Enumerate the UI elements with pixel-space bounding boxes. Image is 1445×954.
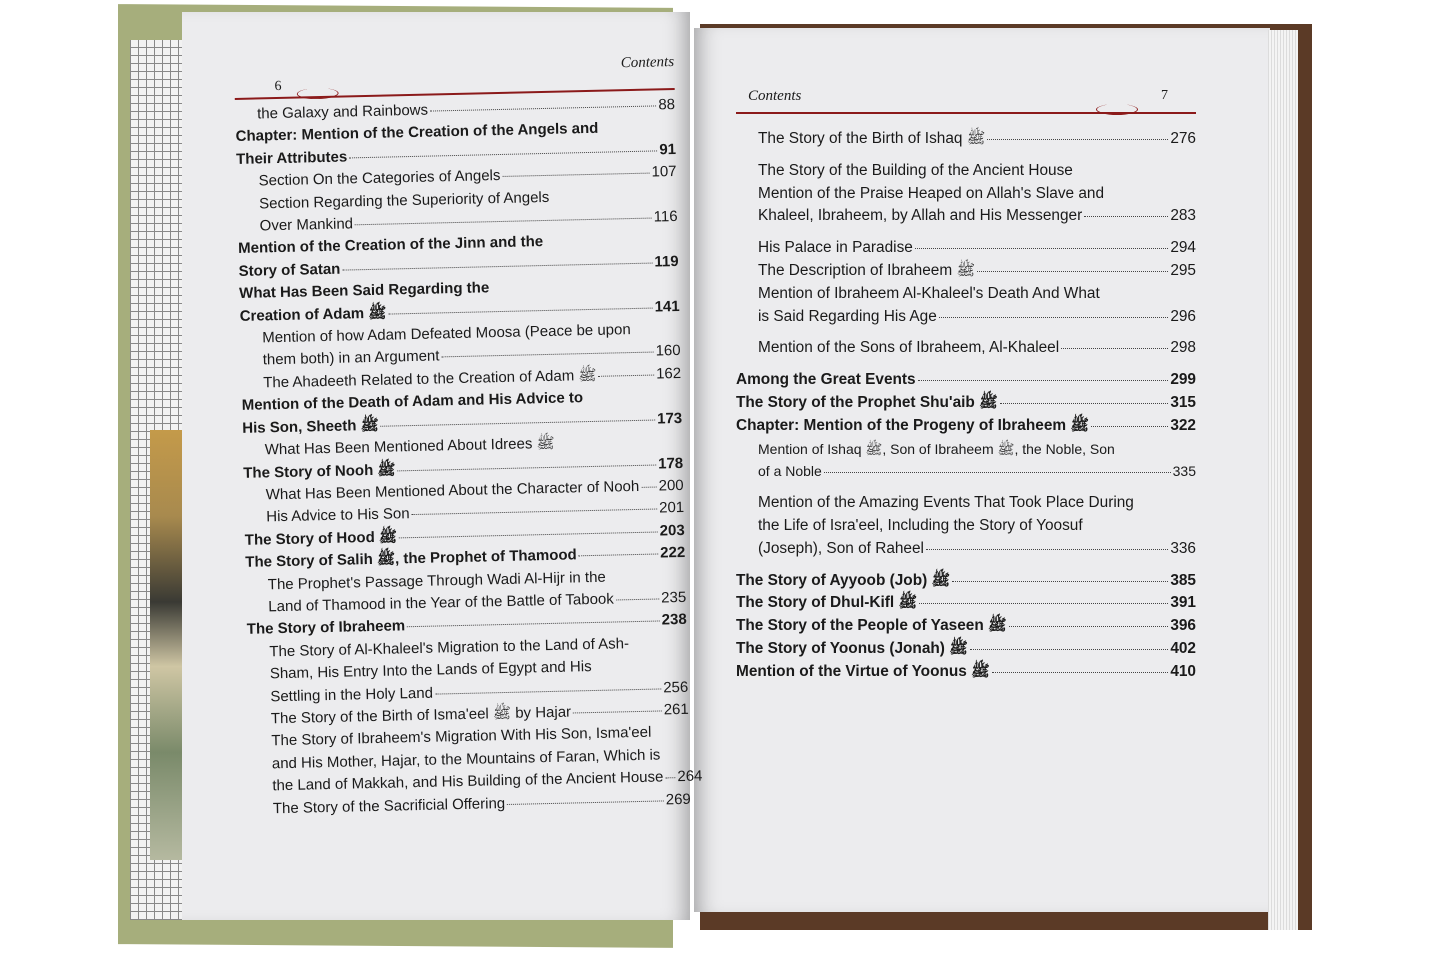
toc-page-number: 264 xyxy=(677,767,703,786)
toc-leader-dots xyxy=(633,330,678,331)
toc-entry-title: them both) in an Argument xyxy=(262,347,440,369)
toc-leader-dots xyxy=(573,710,662,713)
page-edge-right xyxy=(1268,30,1298,930)
toc-entry-title: Creation of Adam ﷺ xyxy=(239,304,387,325)
toc-entry-title: The Story of Ayyoob (Job) ﷺ xyxy=(736,571,951,589)
toc-entry-title: What Has Been Mentioned About the Character of Nooh xyxy=(265,477,640,504)
left-page-number: 6 xyxy=(274,78,282,95)
toc-leader-dots xyxy=(502,173,649,177)
toc-entry-title: The Story of Ibraheem xyxy=(246,617,406,639)
toc-page-number: 391 xyxy=(1170,594,1196,612)
toc-entry-title: Mention of the Creation of the Jinn and the xyxy=(238,233,544,258)
toc-leader-dots xyxy=(631,644,685,645)
toc-entry-title: The Story of Al-Khaleel's Migration to the Land of Ash- xyxy=(269,634,630,661)
toc-leader-dots xyxy=(342,262,652,270)
toc-entry-title: His Palace in Paradise xyxy=(758,239,913,257)
toc-entry-title: The Prophet's Passage Through Wadi Al-Hijr in the xyxy=(267,568,606,593)
toc-leader-dots xyxy=(1061,348,1168,349)
toc-leader-dots xyxy=(507,800,664,805)
toc-entry-title: The Story of the Prophet Shu'aib ﷺ xyxy=(736,393,998,411)
toc-entry-title: Mention of the Sons of Ibraheem, Al-Khaleel xyxy=(758,339,1060,357)
toc-entry-title: the Galaxy and Rainbows xyxy=(256,101,429,123)
toc-entry xyxy=(736,337,1196,360)
toc-entry xyxy=(736,515,1196,538)
toc-entry-title: Their Attributes xyxy=(235,148,348,168)
toc-page-number: 298 xyxy=(1170,339,1196,357)
toc-entry-title: Mention of Ibraheem Al-Khaleel's Death And What xyxy=(758,284,1100,302)
toc-entry xyxy=(736,460,1196,483)
toc-page-number: 283 xyxy=(1170,207,1196,225)
toc-leader-dots xyxy=(987,139,1168,140)
toc-entry xyxy=(736,661,1196,684)
toc-entry-title: His Son, Sheeth ﷺ xyxy=(242,416,379,437)
toc-entry xyxy=(736,592,1196,615)
toc-entry-title: Sham, His Entry Into the Lands of Egypt and His xyxy=(269,658,592,683)
toc-page-number: 222 xyxy=(659,544,686,562)
toc-leader-dots xyxy=(381,419,655,426)
toc-entry-title: The Description of Ibraheem ﷺ xyxy=(758,261,976,279)
left-page-content xyxy=(234,54,703,821)
toc-leader-dots xyxy=(545,240,676,243)
toc-entry xyxy=(736,392,1196,415)
toc-page-number: 385 xyxy=(1170,571,1196,589)
toc-leader-dots xyxy=(435,688,661,694)
toc-entry xyxy=(736,283,1196,306)
toc-leader-dots xyxy=(398,464,657,471)
toc-leader-dots xyxy=(430,105,656,111)
toc-page-number: 141 xyxy=(654,297,680,316)
toc-entry-title: His Advice to His Son xyxy=(266,505,410,526)
toc-page-number: 173 xyxy=(656,409,683,428)
toc-entry xyxy=(736,306,1196,329)
toc-entry xyxy=(736,415,1196,438)
toc-entry-title: (Joseph), Son of Raheel xyxy=(758,539,924,557)
toc-leader-dots xyxy=(915,248,1168,249)
toc-entry-title: Mention of Ishaq ﷺ, Son of Ibraheem ﷺ, the Noble, Son xyxy=(758,440,1115,457)
toc-leader-dots xyxy=(412,509,658,516)
toc-page-number: 235 xyxy=(660,588,687,607)
toc-entry-title: The Story of Ibraheem's Migration With His Son, Isma'eel xyxy=(271,724,652,750)
toc-entry-title: Mention of the Amazing Events That Took Place During xyxy=(758,494,1134,512)
toc-page-number: 200 xyxy=(658,476,684,495)
toc-leader-dots xyxy=(919,603,1168,604)
toc-leader-dots xyxy=(641,486,656,487)
toc-leader-dots xyxy=(557,442,681,445)
toc-page-number: 116 xyxy=(653,208,678,226)
toc-entry-title: The Ahadeeth Related to the Creation of Adam ﷺ xyxy=(263,366,597,392)
toc-entry xyxy=(736,160,1196,183)
toc-leader-dots xyxy=(599,374,655,376)
toc-entry-title: The Story of Nooh ﷺ xyxy=(243,460,396,482)
toc-page-number: 119 xyxy=(654,252,679,271)
toc-entry xyxy=(736,438,1196,461)
toc-entry xyxy=(736,369,1196,392)
toc-leader-dots xyxy=(977,271,1168,272)
toc-entry-title: the Life of Isra'eel, Including the Story of Yoosuf xyxy=(758,516,1083,534)
toc-entry xyxy=(736,538,1196,561)
toc-leader-dots xyxy=(1000,403,1169,404)
toc-entry-title: The Story of the People of Yaseen ﷺ xyxy=(736,617,1007,635)
toc-entry-title: What Has Been Mentioned About Idrees ﷺ xyxy=(264,434,555,459)
toc-entry-title: The Story of Salih ﷺ, the Prophet of Thamood xyxy=(245,546,577,571)
toc-entry-title: What Has Been Said Regarding the xyxy=(239,279,490,303)
toc-entry-title: of a Noble xyxy=(758,463,822,480)
toc-page-number: 178 xyxy=(657,454,684,472)
toc-entry-title: The Story of the Birth of Isma'eel ﷺ by Hajar xyxy=(270,703,572,728)
toc-page-number: 91 xyxy=(659,140,677,159)
toc-leader-dots xyxy=(992,672,1169,673)
right-page-content xyxy=(736,78,1196,684)
toc-entry xyxy=(736,183,1196,206)
toc-leader-dots xyxy=(388,307,652,314)
toc-page-number: 276 xyxy=(1170,130,1196,147)
toc-entry-title: Chapter: Mention of the Progeny of Ibraheem ﷺ xyxy=(736,416,1089,434)
toc-leader-dots xyxy=(349,150,657,158)
toc-leader-dots xyxy=(939,317,1169,318)
toc-page-number: 261 xyxy=(663,700,689,719)
toc-leader-dots xyxy=(926,549,1168,550)
toc-page-number: 160 xyxy=(655,342,681,360)
right-page-header xyxy=(736,78,1196,118)
toc-leader-dots xyxy=(594,666,686,668)
toc-entry xyxy=(736,570,1196,593)
toc-leader-dots xyxy=(665,777,675,778)
toc-page-number: 256 xyxy=(663,678,689,696)
toc-page-number: 396 xyxy=(1170,617,1196,635)
toc-page-number: 203 xyxy=(659,521,685,540)
toc-page-number: 336 xyxy=(1170,539,1196,557)
left-toc-list xyxy=(235,94,703,821)
toc-entry xyxy=(736,492,1196,515)
toc-page-number: 295 xyxy=(1170,261,1196,279)
toc-entry-title: the Land of Makkah, and His Building of the Ancient House xyxy=(272,768,664,795)
toc-leader-dots xyxy=(491,285,677,289)
toc-leader-dots xyxy=(355,218,652,226)
toc-entry-title: Mention of the Death of Adam and His Advice to xyxy=(241,389,584,415)
toc-page-number: 296 xyxy=(1170,307,1196,325)
toc-entry-title: Section On the Categories of Angels xyxy=(258,167,501,190)
toc-leader-dots xyxy=(824,472,1171,473)
toc-entry-title: The Story of Hood ﷺ xyxy=(244,528,398,549)
header-ornament xyxy=(1096,104,1138,115)
toc-leader-dots xyxy=(608,576,684,578)
toc-entry-title: The Story of the Sacrificial Offering xyxy=(272,794,506,817)
toc-entry-title: Mention of how Adam Defeated Moosa (Peace be upon xyxy=(262,321,631,347)
toc-entry xyxy=(736,237,1196,260)
toc-leader-dots xyxy=(600,128,673,130)
toc-entry-title: Story of Satan xyxy=(238,260,341,280)
toc-page-number: 269 xyxy=(665,790,691,808)
toc-page-number: 88 xyxy=(658,96,676,114)
toc-entry-title: The Story of Dhul-Kifl ﷺ xyxy=(736,594,918,612)
toc-page-number: 322 xyxy=(1170,416,1196,434)
toc-entry-title: Mention of the Praise Heaped on Allah's Slave and xyxy=(758,184,1105,202)
toc-entry xyxy=(736,638,1196,661)
toc-page-number: 335 xyxy=(1172,463,1196,480)
toc-leader-dots xyxy=(970,649,1169,650)
header-ornament xyxy=(297,88,339,100)
toc-entry-title: Over Mankind xyxy=(259,215,354,235)
cover-photo-strip xyxy=(150,430,184,860)
toc-page-number: 294 xyxy=(1170,239,1196,257)
toc-leader-dots xyxy=(952,581,1168,582)
toc-page-number: 201 xyxy=(658,499,685,517)
toc-page-number: 162 xyxy=(655,364,682,383)
toc-page-number: 238 xyxy=(661,611,687,629)
toc-leader-dots xyxy=(579,554,659,557)
toc-entry-title: and His Mother, Hajar, to the Mountains of Faran, Which is xyxy=(271,746,661,773)
toc-leader-dots xyxy=(653,733,687,734)
toc-page-number: 402 xyxy=(1170,639,1196,657)
toc-entry-title: Mention of the Virtue of Yoonus ﷺ xyxy=(736,662,990,680)
toc-page-number: 315 xyxy=(1170,393,1196,411)
toc-leader-dots xyxy=(662,756,687,757)
toc-leader-dots xyxy=(918,380,1169,381)
toc-entry-title: Chapter: Mention of the Creation of the Angels and xyxy=(235,120,599,146)
toc-entry xyxy=(736,615,1196,638)
toc-leader-dots xyxy=(407,621,660,628)
toc-entry xyxy=(736,128,1196,151)
toc-entry-title: The Story of the Building of the Ancient House xyxy=(758,161,1073,179)
toc-entry-title: The Story of Yoonus (Jonah) ﷺ xyxy=(736,639,968,657)
toc-page-number: 107 xyxy=(651,163,677,181)
toc-entry xyxy=(736,205,1196,228)
left-page-running-title: Contents xyxy=(620,54,675,72)
toc-entry-title: Section Regarding the Superiority of Angels xyxy=(258,188,550,213)
toc-leader-dots xyxy=(551,196,675,199)
toc-leader-dots xyxy=(1091,426,1168,427)
toc-leader-dots xyxy=(1084,216,1168,217)
toc-entry xyxy=(736,260,1196,283)
toc-leader-dots xyxy=(1009,626,1169,627)
toc-page-number: 299 xyxy=(1170,371,1196,389)
toc-leader-dots xyxy=(616,598,659,600)
toc-leader-dots xyxy=(441,352,653,358)
toc-entry-title: Among the Great Events xyxy=(736,371,916,389)
right-toc-list xyxy=(736,128,1196,684)
toc-entry-title: is Said Regarding His Age xyxy=(758,307,937,325)
toc-entry-title: The Story of the Birth of Ishaq ﷺ xyxy=(758,130,986,147)
toc-page-number: 410 xyxy=(1170,662,1196,680)
toc-entry-title: Khaleel, Ibraheem, by Allah and His Messenger xyxy=(758,207,1083,225)
toc-leader-dots xyxy=(399,531,658,538)
toc-leader-dots xyxy=(585,397,680,399)
right-page-number: 7 xyxy=(1161,88,1168,103)
right-page-running-title: Contents xyxy=(748,88,802,104)
toc-entry-title: Land of Thamood in the Year of the Battle of Tabook xyxy=(268,590,614,616)
toc-entry-title: Settling in the Holy Land xyxy=(270,684,434,705)
